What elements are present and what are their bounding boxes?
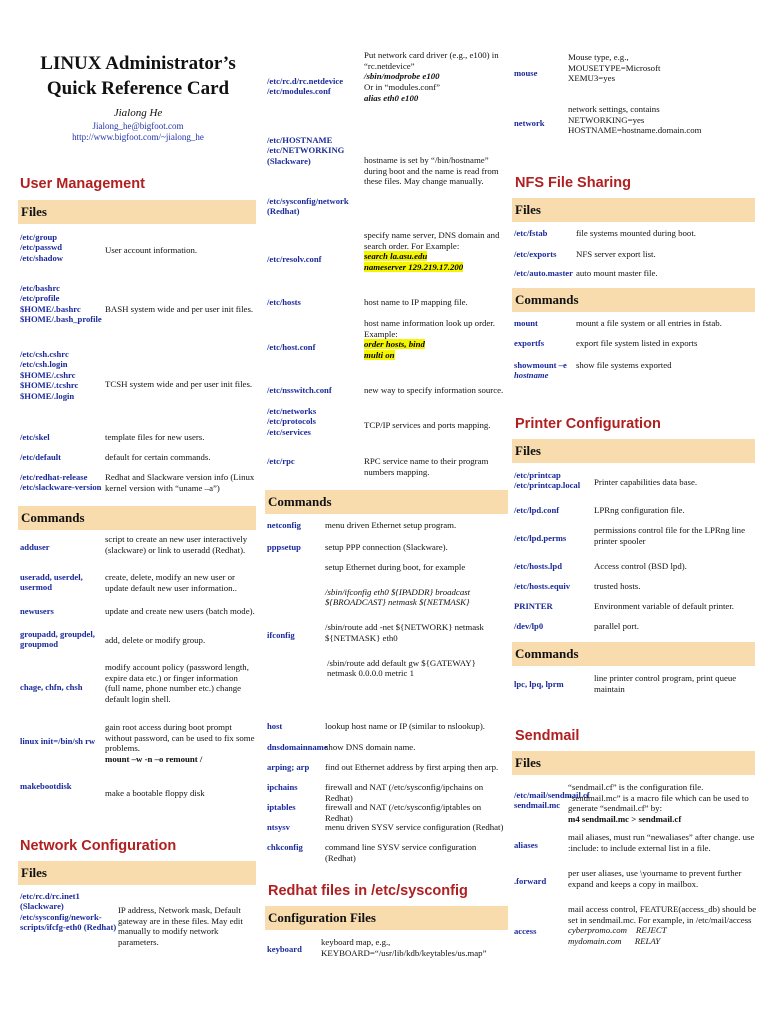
author-name: Jialong He xyxy=(113,107,163,120)
list-item: /etc/lpd.perms permissions control file for the LPRng line printer spooler xyxy=(514,525,745,546)
list-item: /etc/rc.d/rc.inet1 (Slackware) /etc/sysconfig/nework- scripts/ifcfg-eth0 (Redhat) IP address, Network mask, Default gateway are in these files. May edit manually to modify network parameters. xyxy=(20,891,243,948)
card-title: LINUX Administrator’s Quick Reference Card xyxy=(40,53,236,99)
user-commands-header: Commands xyxy=(18,506,256,530)
nfs-files-header: Files xyxy=(512,198,755,222)
list-item: exportfs export file system listed in exports xyxy=(514,338,698,348)
list-item: /etc/hosts.equiv trusted hosts. xyxy=(514,581,641,591)
list-item: /etc/bashrc /etc/profile $HOME/.bashrc $HOME/.bash_profile BASH system wide and per user init files. xyxy=(20,283,254,325)
list-item: /etc/exports NFS server export list. xyxy=(514,249,656,259)
author-email[interactable]: Jialong_he@bigfoot.com xyxy=(92,120,184,131)
list-item: groupadd, groupdel, groupmod add, delete or modify group. xyxy=(20,629,206,650)
list-item: /etc/resolv.conf specify name server, DNS domain and search order. For Example: search la.asu.edu nameserver 129.219.17.200 xyxy=(267,230,500,273)
list-item: linux init=/bin/sh rw gain root access during boot prompt without password, can be used to fix some problems. mount –w -n –o remount / xyxy=(20,722,255,765)
section-user-management: User Management xyxy=(20,176,145,192)
card-title-block xyxy=(18,52,258,143)
author-url[interactable]: http://www.bigfoot.com/~jialong_he xyxy=(72,131,204,142)
list-item: netconfig menu driven Ethernet setup program. xyxy=(267,520,457,530)
list-item: makebootdisk make a bootable floppy disk xyxy=(20,781,205,798)
list-item: /etc/networks /etc/protocols /etc/services TCP/IP services and ports mapping. xyxy=(267,406,491,437)
list-item: ifconfig setup Ethernet during boot, for example /sbin/ifconfig eth0 ${IPADDR} broadcast ${BROADCAST} netmask ${NETMASK} /sbin/route add -net ${NETWORK} netmask ${NETMASK} eth0 /sbin/route add default gw ${GATEWAY} netmask 0.0.0.0 metric 1 xyxy=(267,562,484,679)
list-item: /etc/default default for certain commands. xyxy=(20,452,211,462)
list-item: /etc/rc.d/rc.netdevice /etc/modules.conf Put network card driver (e.g., e100) in “rc.netdevice” /sbin/modprobe e100 Or in “modules.conf” alias eth0 e100 xyxy=(267,50,499,103)
list-item: ntsysv menu driven SYSV service configuration (Redhat) xyxy=(267,822,504,832)
list-item: keyboard keyboard map, e.g., KEYBOARD=“/usr/lib/kdb/keytables/us.map” xyxy=(267,937,487,958)
list-item: pppsetup setup PPP connection (Slackware). xyxy=(267,542,448,552)
list-item: useradd, userdel, usermod create, delete, modify an new user or update default new user information.. xyxy=(20,572,237,593)
list-item: /etc/redhat-release /etc/slackware-version Redhat and Slackware version info (Linux kernel version with “uname –a”) xyxy=(20,472,255,493)
list-item: mouse Mouse type, e.g., MOUSETYPE=Microsoft XEMU3=yes xyxy=(514,52,661,84)
list-item: showmount –e hostname show file systems exported xyxy=(514,360,672,381)
list-item: /etc/sysconfig/network (Redhat) xyxy=(267,196,349,217)
network-commands-header: Commands xyxy=(265,490,508,514)
list-item: dnsdomainname show DNS domain name. xyxy=(267,742,416,752)
list-item: /etc/nsswitch.conf new way to specify information source. xyxy=(267,385,504,395)
list-item: /dev/lp0 parallel port. xyxy=(514,621,639,631)
list-item: /etc/csh.cshrc /etc/csh.login $HOME/.cshrc $HOME/.tcshrc $HOME/.login TCSH system wide and per user init files. xyxy=(20,349,253,401)
list-item: /etc/fstab file systems mounted during boot. xyxy=(514,228,696,238)
list-item: host lookup host name or IP (similar to nslookup). xyxy=(267,721,485,731)
list-item: ipchains firewall and NAT (/etc/sysconfig/ipchains on Redhat) xyxy=(267,782,484,803)
list-item: arping; arp find out Ethernet address by first arping then arp. xyxy=(267,762,499,772)
list-item: chkconfig command line SYSV service configuration (Redhat) xyxy=(267,842,477,863)
list-item: /etc/hosts host name to IP mapping file. xyxy=(267,297,468,307)
list-item: /etc/group /etc/passwd /etc/shadow User account information. xyxy=(20,232,198,263)
section-network-configuration: Network Configuration xyxy=(20,838,177,854)
list-item: .forward per user aliases, use \yourname to prevent further expand and keeps a copy in mailbox. xyxy=(514,868,742,889)
sendmail-files-header: Files xyxy=(512,751,755,775)
redhat-config-header: Configuration Files xyxy=(265,906,508,930)
section-nfs-file-sharing: NFS File Sharing xyxy=(515,175,632,191)
list-item: adduser script to create an new user interactively (slackware) or link to useradd (Redhat). xyxy=(20,534,248,555)
printer-commands-header: Commands xyxy=(512,642,755,666)
section-printer-configuration: Printer Configuration xyxy=(515,416,661,432)
list-item: /etc/mail/sendmail.cf sendmail.mc “sendmail.cf” is the configuration file. “sendmail.mc” is a macro file which can be used to generate “sendmail.cf” by: m4 sendmail.mc > sendmail.cf xyxy=(514,782,749,825)
list-item: /etc/skel template files for new users. xyxy=(20,432,205,442)
list-item: access mail access control, FEATURE(access_db) should be set in sendmail.mc. For example, in /etc/mail/access cyberpromo.com REJECT mydomain.com RELAY xyxy=(514,904,757,947)
list-item: /etc/HOSTNAME /etc/NETWORKING (Slackware) hostname is set by “/bin/hostname” during boot and the name is read from these files. May change manually. xyxy=(267,135,499,187)
list-item: mount mount a file system or all entries in fstab. xyxy=(514,318,722,328)
user-files-header: Files xyxy=(18,200,256,224)
list-item: PRINTER Environment variable of default printer. xyxy=(514,601,734,611)
section-redhat-files: Redhat files in /etc/sysconfig xyxy=(268,883,468,899)
list-item: lpc, lpq, lprm line printer control program, print queue maintain xyxy=(514,673,737,694)
nfs-commands-header: Commands xyxy=(512,288,755,312)
list-item: /etc/lpd.conf LPRng configuration file. xyxy=(514,505,685,515)
list-item: iptables firewall and NAT (/etc/sysconfig/iptables on Redhat) xyxy=(267,802,482,823)
list-item: /etc/hosts.lpd Access control (BSD lpd). xyxy=(514,561,687,571)
list-item: chage, chfn, chsh modify account policy (password length, expire data etc.) or finger information (full name, phone number etc.) change default login shell. xyxy=(20,662,249,705)
list-item: newusers update and create new users (batch mode). xyxy=(20,606,255,616)
list-item: /etc/rpc RPC service name to their program numbers mapping. xyxy=(267,456,489,477)
list-item: /etc/printcap /etc/printcap.local Printer capabilities data base. xyxy=(514,470,698,491)
list-item: /etc/auto.master auto mount master file. xyxy=(514,268,658,278)
printer-files-header: Files xyxy=(512,439,755,463)
list-item: aliases mail aliases, must run “newaliases” after change. use :include: to include external list in a file. xyxy=(514,832,755,853)
list-item: /etc/host.conf host name information look up order. Example: order hosts, bind multi on xyxy=(267,318,495,361)
network-files-header: Files xyxy=(18,861,256,885)
section-sendmail: Sendmail xyxy=(515,728,580,744)
list-item: network network settings, contains NETWORKING=yes HOSTNAME=hostname.domain.com xyxy=(514,104,702,136)
